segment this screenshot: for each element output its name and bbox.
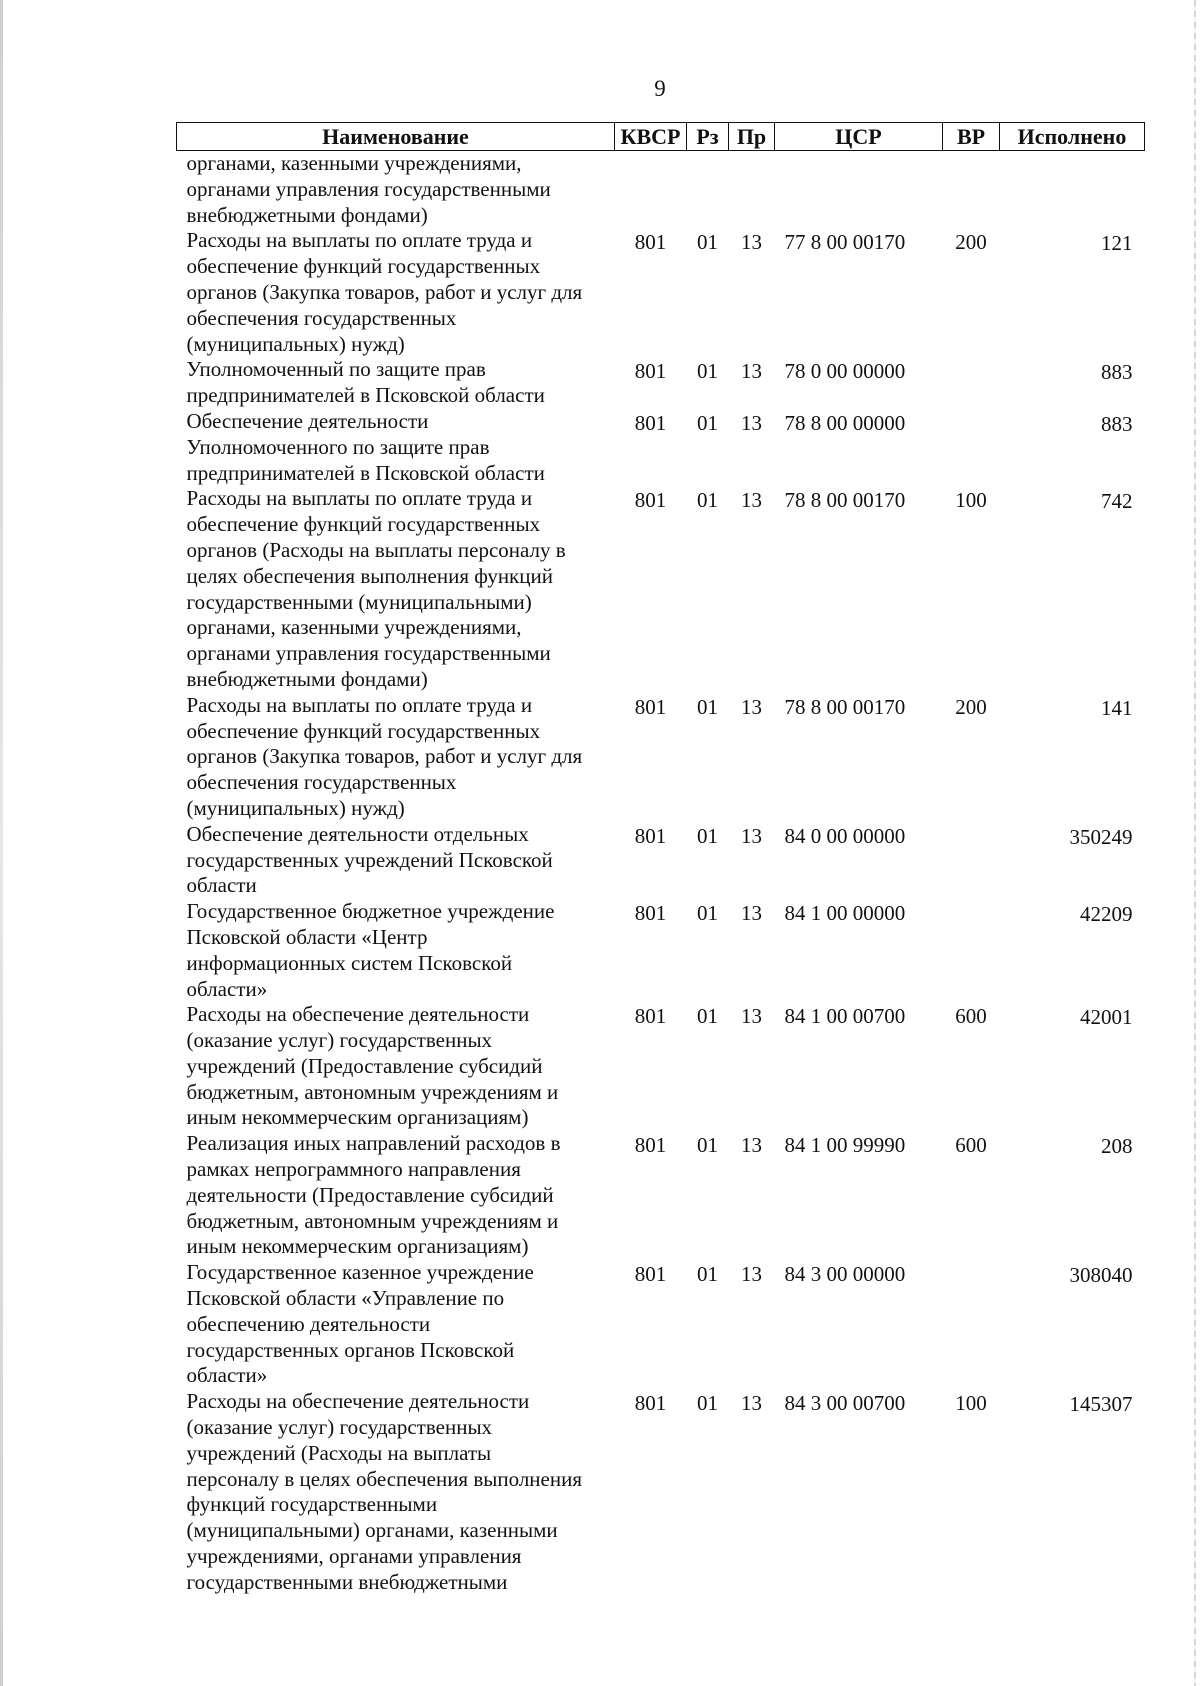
header-name: Наименование (177, 123, 615, 151)
row-kvsr: 801 (634, 1133, 667, 1158)
budget-table-wrapper (176, 122, 1144, 1596)
row-csr: 84 1 00 00000 (784, 901, 906, 926)
row-rz: 01 (697, 901, 718, 926)
row-name-line: внебюджетными фондами) (186, 666, 428, 691)
row-pr: 13 (741, 1004, 762, 1029)
row-name-line: Обеспечение деятельности отдельных (186, 821, 529, 846)
row-csr: 77 8 00 00170 (784, 230, 906, 255)
row-name-line: обеспечение функций государственных (186, 254, 541, 279)
row-rz: 01 (697, 1262, 718, 1287)
table-row (177, 486, 1145, 692)
row-vr: 200 (955, 694, 987, 719)
row-vr: 600 (955, 1004, 987, 1029)
row-kvsr: 801 (634, 230, 667, 255)
row-vr (943, 899, 1000, 1002)
table-row (177, 1002, 1145, 1131)
table-row (177, 357, 1145, 409)
header-executed: Исполнено (1000, 123, 1145, 151)
table-row (177, 1131, 1145, 1260)
row-rz: 01 (697, 1004, 718, 1029)
row-vr: 200 (955, 230, 987, 255)
row-kvsr (615, 151, 687, 229)
row-name (177, 1002, 615, 1131)
row-csr: 84 3 00 00700 (784, 1391, 906, 1416)
row-name-line: Государственное казенное учреждение (186, 1260, 534, 1285)
row-kvsr: 801 (634, 694, 667, 719)
row-name-line: Псковской области «Управление по (186, 1286, 505, 1311)
table-row (177, 1260, 1145, 1389)
row-name-line: органов (Закупка товаров, работ и услуг для (186, 744, 583, 769)
header-vr: ВР (943, 123, 1000, 151)
row-executed: 308040 (1069, 1263, 1133, 1288)
row-name-line: государственными внебюджетными (186, 1569, 508, 1594)
row-pr: 13 (741, 488, 762, 513)
row-name-line: бюджетным, автономным учреждениям и (186, 1208, 559, 1233)
row-name-line: целях обеспечения выполнения функций (186, 563, 553, 588)
row-name-line: учреждений (Предоставление субсидий (186, 1053, 543, 1078)
row-name-line: обеспечению деятельности (186, 1311, 431, 1336)
row-name-line: области» (186, 976, 268, 1001)
row-csr: 84 3 00 00000 (784, 1262, 906, 1287)
row-rz: 01 (697, 488, 718, 513)
row-name-line: Расходы на обеспечение деятельности (186, 1002, 530, 1027)
row-kvsr: 801 (634, 488, 667, 513)
row-executed: 42001 (1080, 1005, 1133, 1030)
row-kvsr: 801 (634, 901, 667, 926)
row-name-line: учреждений (Расходы на выплаты (186, 1440, 492, 1465)
row-vr (943, 822, 1000, 899)
row-vr: 100 (955, 1391, 987, 1416)
row-vr (943, 1260, 1000, 1389)
row-csr: 78 0 00 00000 (784, 359, 906, 384)
table-row (177, 693, 1145, 822)
row-pr: 13 (741, 901, 762, 926)
row-name-line: области» (186, 1363, 268, 1388)
row-kvsr: 801 (634, 1262, 667, 1287)
row-executed: 208 (1101, 1134, 1133, 1159)
row-pr: 13 (741, 694, 762, 719)
table-row (177, 899, 1145, 1002)
table-header (177, 123, 1145, 151)
row-name (177, 1131, 615, 1260)
budget-table (176, 122, 1145, 1596)
row-name-line: Уполномоченный по защите прав (186, 357, 486, 382)
row-name-line: Псковской области «Центр (186, 924, 428, 949)
row-vr (943, 151, 1000, 229)
row-name-line: (муниципальными) органами, казенными (186, 1518, 558, 1543)
row-name (177, 486, 615, 692)
row-pr: 13 (741, 823, 762, 848)
row-name-line: органами, казенными учреждениями, (186, 615, 522, 640)
row-pr: 13 (741, 410, 762, 435)
row-csr (775, 151, 943, 229)
row-name-line: учреждениями, органами управления (186, 1544, 522, 1569)
row-pr: 13 (741, 1133, 762, 1158)
row-pr: 13 (741, 1391, 762, 1416)
row-name-line: Уполномоченного по защите прав (186, 434, 490, 459)
row-name-line: (оказание услуг) государственных (186, 1028, 493, 1053)
row-name (177, 228, 615, 357)
row-kvsr: 801 (634, 1391, 667, 1416)
scan-edge-right (1194, 0, 1196, 1686)
row-name-line: рамках непрограммного направления (186, 1157, 521, 1182)
row-name (177, 357, 615, 409)
row-name-line: персоналу в целях обеспечения выполнения (186, 1466, 583, 1491)
page-number: 9 (654, 76, 666, 101)
row-name (177, 1389, 615, 1595)
row-name-line: органами, казенными учреждениями, (186, 151, 522, 175)
row-name-line: органами управления государственными (186, 641, 551, 666)
row-name-line: обеспечения государственных (186, 770, 457, 795)
row-name-line: предпринимателей в Псковской области (186, 383, 545, 408)
table-row (177, 822, 1145, 899)
table-body (177, 151, 1145, 1596)
row-kvsr: 801 (634, 1004, 667, 1029)
row-executed: 141 (1101, 695, 1133, 720)
row-csr: 78 8 00 00000 (784, 410, 906, 435)
table-row (177, 1389, 1145, 1595)
row-name-line: органов (Закупка товаров, работ и услуг для (186, 279, 583, 304)
row-name-line: внебюджетными фондами) (186, 202, 428, 227)
row-executed: 121 (1101, 231, 1133, 256)
row-rz: 01 (697, 694, 718, 719)
row-kvsr: 801 (634, 359, 667, 384)
row-csr: 84 1 00 00700 (784, 1004, 906, 1029)
row-csr: 78 8 00 00170 (784, 694, 906, 719)
row-csr: 84 1 00 99990 (784, 1133, 906, 1158)
header-pr: Пр (729, 123, 775, 151)
row-name (177, 693, 615, 822)
row-name-line: Расходы на выплаты по оплате труда и (186, 692, 533, 717)
row-name-line: Реализация иных направлений расходов в (186, 1131, 561, 1156)
row-executed (1000, 151, 1145, 229)
row-name-line: (муниципальных) нужд) (186, 795, 405, 820)
row-rz: 01 (697, 1391, 718, 1416)
row-vr (943, 357, 1000, 409)
row-rz: 01 (697, 823, 718, 848)
row-name-line: предпринимателей в Псковской области (186, 460, 545, 485)
row-name-line: обеспечение функций государственных (186, 718, 541, 743)
row-executed: 883 (1101, 360, 1133, 385)
row-name (177, 822, 615, 899)
row-name-line: бюджетным, автономным учреждениям и (186, 1079, 559, 1104)
row-name-line: Расходы на выплаты по оплате труда и (186, 228, 533, 253)
row-rz: 01 (697, 230, 718, 255)
row-name (177, 899, 615, 1002)
row-name-line: иным некоммерческим организациям) (186, 1105, 529, 1130)
row-name-line: государственных органов Псковской (186, 1337, 515, 1362)
row-kvsr: 801 (634, 823, 667, 848)
row-name-line: обеспечения государственных (186, 305, 457, 330)
row-rz: 01 (697, 410, 718, 435)
row-executed: 145307 (1069, 1392, 1133, 1417)
row-vr: 600 (955, 1133, 987, 1158)
row-name-line: функций государственными (186, 1492, 438, 1517)
row-pr: 13 (741, 230, 762, 255)
row-name-line: Обеспечение деятельности (186, 408, 429, 433)
row-pr: 13 (741, 1262, 762, 1287)
table-row (177, 151, 1145, 229)
row-rz (687, 151, 729, 229)
row-executed: 742 (1101, 489, 1133, 514)
header-kvsr: КВСР (615, 123, 687, 151)
scan-edge-left (0, 0, 3, 1686)
row-name-line: органов (Расходы на выплаты персоналу в (186, 537, 566, 562)
row-name (177, 1260, 615, 1389)
row-name-line: (муниципальных) нужд) (186, 331, 405, 356)
row-name-line: Государственное бюджетное учреждение (186, 899, 555, 924)
row-pr: 13 (741, 359, 762, 384)
row-executed: 42209 (1080, 902, 1133, 927)
row-csr: 84 0 00 00000 (784, 823, 906, 848)
row-name-line: (оказание услуг) государственных (186, 1415, 493, 1440)
row-kvsr: 801 (634, 410, 667, 435)
row-name-line: информационных систем Псковской (186, 950, 513, 975)
row-name-line: области (186, 873, 257, 898)
row-rz: 01 (697, 359, 718, 384)
row-vr: 100 (955, 488, 987, 513)
row-executed: 350249 (1069, 824, 1133, 849)
header-csr: ЦСР (775, 123, 943, 151)
row-pr (729, 151, 775, 229)
header-rz: Рз (687, 123, 729, 151)
row-name-line: государственных учреждений Псковской (186, 847, 553, 872)
row-name-line: обеспечение функций государственных (186, 512, 541, 537)
row-name-line: Расходы на обеспечение деятельности (186, 1389, 530, 1414)
row-name (177, 409, 615, 486)
row-csr: 78 8 00 00170 (784, 488, 906, 513)
row-name-line: иным некоммерческим организациям) (186, 1234, 529, 1259)
row-name (177, 151, 615, 229)
row-vr (943, 409, 1000, 486)
row-rz: 01 (697, 1133, 718, 1158)
row-name-line: Расходы на выплаты по оплате труда и (186, 486, 533, 511)
row-name-line: органами управления государственными (186, 176, 551, 201)
row-name-line: государственными (муниципальными) (186, 589, 532, 614)
table-row (177, 409, 1145, 486)
row-name-line: деятельности (Предоставление субсидий (186, 1182, 554, 1207)
table-row (177, 228, 1145, 357)
row-executed: 883 (1101, 411, 1133, 436)
